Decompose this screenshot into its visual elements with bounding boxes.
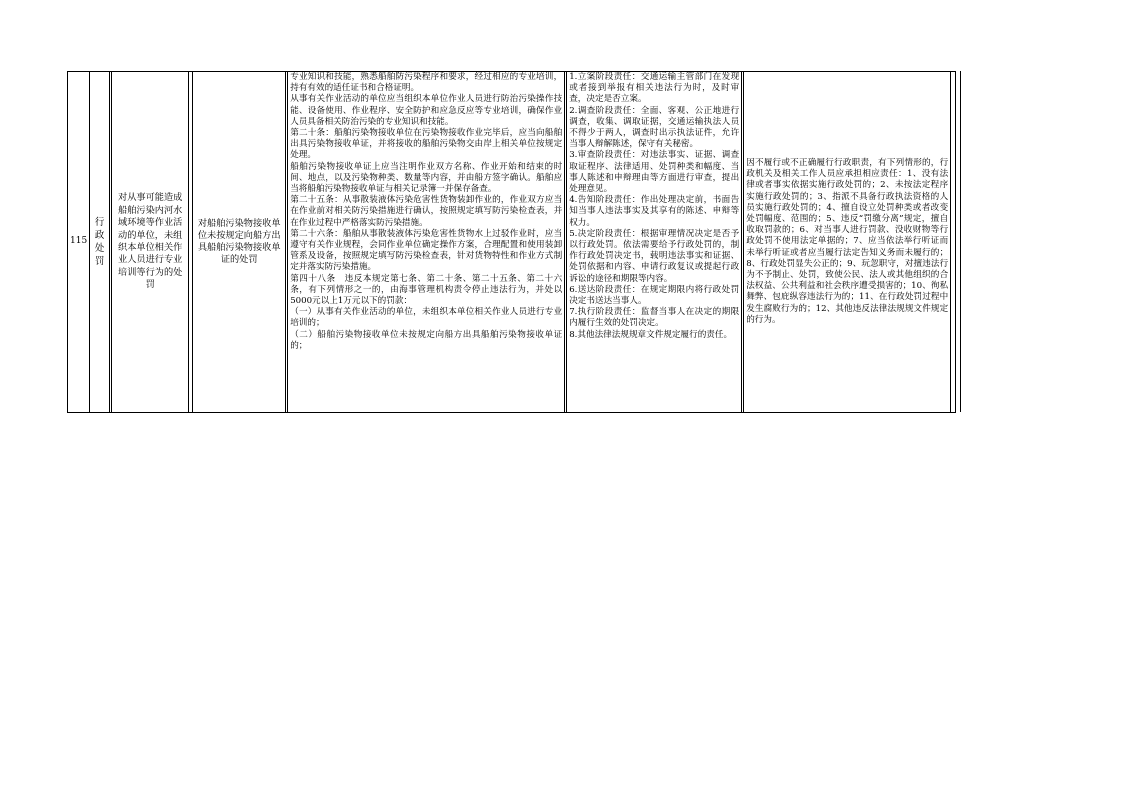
duty-item: 2.调查阶段责任：全面、客观、公正地进行调查，收集、调取证据，交通运输执法人员不得少于两人，调查时出示执法证件，允许当事人辩解陈述，保守有关秘密。 bbox=[569, 105, 740, 150]
basis-paragraph: 第二十条：船舶污染物接收单位在污染物接收作业完毕后，应当向船舶出具污染物接收单证，并将接收的船舶污染物交由岸上相关单位按规定处理。 bbox=[290, 128, 563, 161]
table-row bbox=[68, 72, 956, 413]
basis-paragraph: 从事有关作业活动的单位应当组织本单位作业人员进行防治污染操作技能、设备使用、作业程序、安全防护和应急反应等专业培训，确保作业人员具备相关防治污染的专业知识和技能。 bbox=[290, 94, 563, 127]
duty-item: 3.审查阶段责任：对违法事实、证据、调查取证程序、法律适用、处罚种类和幅度、当事人陈述和申辩理由等方面进行审查，提出处理意见。 bbox=[569, 150, 740, 195]
row-number: 115 bbox=[68, 72, 90, 413]
basis-paragraph: 第二十六条：船舶从事散装液体污染危害性货物水上过驳作业时，应当遵守有关作业规程，会同作业单位确定操作方案，合理配置和使用装卸管系及设备，按照规定填写防污染检查表，针对货物特性和作业方式制定并落实防污染措施。 bbox=[290, 228, 563, 273]
duty-item: 7.执行阶段责任：监督当事人在决定的期限内履行生效的处罚决定。 bbox=[569, 307, 740, 329]
right-border-line bbox=[960, 71, 961, 412]
basis-paragraph: 专业知识和技能，熟悉船舶防污染程序和要求，经过相应的专业培训，持有有效的适任证书和合格证明。 bbox=[290, 72, 563, 94]
basis-paragraph: 第二十五条：从事散装液体污染危害性货物装卸作业的，作业双方应当在作业前对相关防污染措施进行确认，按照规定填写防污染检查表，并在作业过程中严格落实防污染措施。 bbox=[290, 195, 563, 228]
liability-cell: 因不履行或不正确履行行政职责，有下列情形的，行政机关及相关工作人员应承担相应责任：1、没有法律或者事实依据实施行政处罚的；2、未按法定程序实施行政处罚的；3、指派不具备行政执法资格的人员实施行政处罚的；4、擅自设立处罚种类或者改变处罚幅度、范围的；5、违反“罚缴分离”规定，擅自收取罚款的；6、对当事人进行罚款、没收财物等行政处罚不使用法定单据的；7、应当依法举行听证而未举行听证或者应当履行法定告知义务而未履行的；8、行政处罚显失公正的；9、玩忽职守，对擅违法行为不予制止、处罚，致使公民、法人或其他组织的合法权益、公共利益和社会秩序遭受损害的；10、徇私舞弊、包庇纵容违法行为的；11、在行政处罚过程中发生腐败行为的；12、其他违反法律法规规文件规定的行为。 bbox=[744, 72, 951, 413]
category-cell: 行政处罚 bbox=[90, 72, 110, 413]
duty-item: 4.告知阶段责任：作出处理决定前，书面告知当事人违法事实及其享有的陈述、申辩等权力。 bbox=[569, 195, 740, 228]
legal-basis-cell bbox=[288, 72, 565, 413]
item-name-cell: 对从事可能造成船舶污染内河水域环境等作业活动的单位，未组织本单位相关作业人员进行专业培训等行为的处罚 bbox=[112, 72, 189, 413]
duty-item: 1.立案阶段责任：交通运输主管部门在发现或者接到举报有相关违法行为时，及时审查，决定是否立案。 bbox=[569, 72, 740, 105]
sub-item-cell: 对船舶污染物接收单位未按规定向船方出具船舶污染物接收单证的处罚 bbox=[193, 72, 286, 413]
basis-paragraph: （二）船舶污染物接收单位未按规定向船方出具船舶污染物接收单证的； bbox=[290, 329, 563, 351]
basis-paragraph: 船舶污染物接收单证上应当注明作业双方名称、作业开始和结束的时间、地点，以及污染物种类、数量等内容，并由船方签字确认。船舶应当将船舶污染物接收单证与相关记录簿一并保存备查。 bbox=[290, 161, 563, 195]
basis-paragraph: （一）从事有关作业活动的单位，未组织本单位相关作业人员进行专业培训的； bbox=[290, 307, 563, 329]
duty-item: 8.其他法律法规规章文件规定履行的责任。 bbox=[569, 329, 733, 340]
duty-item: 6.送达阶段责任：在规定期限内将行政处罚决定书送达当事人。 bbox=[569, 284, 740, 307]
duty-item: 5.决定阶段责任：根据审理情况决定是否予以行政处罚。依法需要给予行政处罚的，制作行政处罚决定书，载明违法事实和证据、处罚依据和内容、申请行政复议或提起行政诉讼的途径和期限等内容。 bbox=[569, 228, 740, 284]
basis-paragraph: 第四十八条 违反本规定第七条、第二十条、第二十五条、第二十六条，有下列情形之一的，由海事管理机构责令停止违法行为，并处以5000元以上1万元以下的罚款： bbox=[290, 273, 563, 307]
column-divider bbox=[951, 72, 956, 413]
duty-cell bbox=[567, 72, 742, 413]
power-list-table bbox=[67, 71, 956, 413]
